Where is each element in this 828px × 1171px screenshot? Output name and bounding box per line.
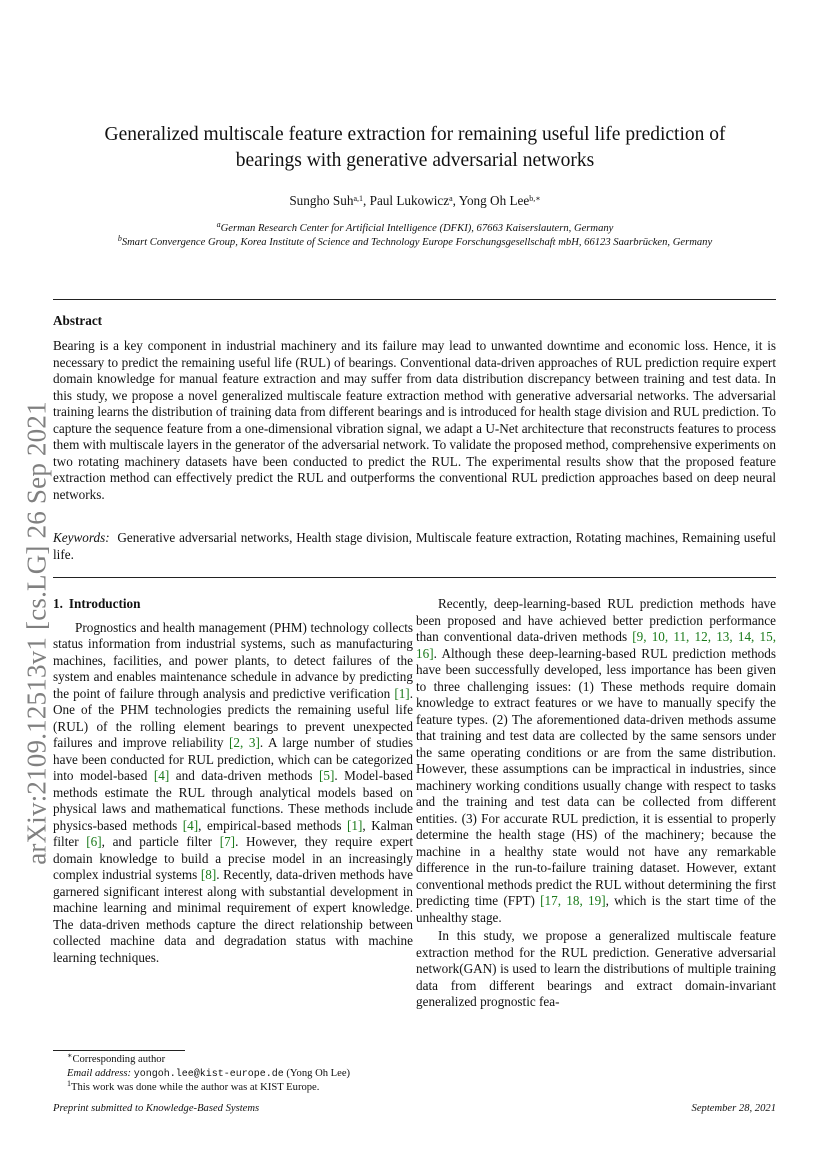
left-column [53, 596, 413, 966]
citation-link[interactable]: [4] [153, 768, 170, 783]
paragraph-text: and data-driven methods [169, 768, 319, 783]
arxiv-identifier: arXiv:2109.12513v1 [cs.LG] 26 Sep 2021 [21, 401, 52, 865]
paragraph-text: . However, they require expert domain knowledge to build a precise model in an increasingly complex industrial systems [53, 834, 413, 882]
footnote-corresponding [53, 1053, 413, 1067]
email-address-link[interactable]: yongoh.lee@kist-europe.de [133, 1068, 284, 1080]
paragraph-text: Prognostics and health management (PHM) technology collects status information from industrial systems, such as manufacturing machines, facilities, and power plants, to detect failures of the system and enables maintenance schedule in advance by predicting the point of failure through analysis and predictive verification [53, 619, 413, 701]
right-column [416, 596, 776, 1011]
affiliation-b [40, 234, 790, 248]
footnote-mark: 1 [67, 1079, 71, 1089]
section-title: Introduction [68, 596, 141, 611]
paragraph-text: . One of the PHM technologies predicts the remaining useful life (RUL) of the rolling element bearings to prevent unexpected failures and improve reliability [53, 685, 413, 750]
keywords-label: Keywords: [53, 530, 110, 545]
citation-link[interactable]: [2, 3] [229, 735, 260, 750]
paragraph-text: In this study, we propose a generalized multiscale feature extraction method for the RUL prediction. Generative adversarial network(GAN) is used to learn the distributions of multiple training data from different bearings and extract domain-invariant generalized prognostic fea- [416, 928, 776, 1009]
keywords [53, 530, 776, 563]
affiliation-text: German Research Center for Artificial Intelligence (DFKI), 67663 Kaiserslautern, Germany [220, 223, 614, 234]
footer-date: September 28, 2021 [691, 1103, 776, 1114]
title-line-2: bearings with generative adversarial networks [235, 150, 595, 171]
author-affil-mark: a,1 [353, 194, 364, 203]
citation-link[interactable]: [8] [200, 867, 217, 882]
affiliation-text: Smart Convergence Group, Korea Institute of Science and Technology Europe Forschungsgesellschaft mbH, 66123 Saarbrücken, Germany [121, 237, 713, 248]
affiliation-a [40, 220, 790, 234]
title-line-1: Generalized multiscale feature extraction for remaining useful life prediction of [104, 124, 726, 145]
abstract-text: Bearing is a key component in industrial machinery and its failure may lead to unwanted downtime and economic loss. Hence, it is necessary to predict the remaining useful life (RUL) of bearings. Conventional data-driven approaches of RUL prediction require expert domain knowledge for manual feature extraction and may suffer from data distribution discrepancy between training and test data. In this study, we propose a novel generalized multiscale feature extraction method with generative adversarial networks. The adversarial training learns the distribution of training data from different bearings and is introduced for health stage division and RUL prediction. To capture the sequence feature from a one-dimensional vibration signal, we adapt a U-Net architecture that reconstructs features to process them with multiscale layers in the generator of the adversarial network. To validate the proposed method, comprehensive experiments on two rotating machinery datasets have been conducted to predict the RUL. The experimental results show that the proposed feature extraction method can effectively predict the RUL and outperforms the conventional RUL prediction approaches based on deep neural networks. [53, 338, 776, 502]
paragraph-text: . A large number of studies have been conducted for RUL prediction, which can be categorized into model-based [53, 735, 413, 783]
footnotes [53, 1053, 413, 1095]
intro-paragraph-2 [416, 596, 776, 926]
affiliation-mark: a [216, 220, 221, 229]
email-owner: (Yong Oh Lee) [286, 1067, 351, 1079]
section-number: 1. [53, 596, 63, 611]
citation-link[interactable]: [5] [318, 768, 335, 783]
arxiv-side-stamp [22, 368, 52, 898]
author-name: Sungho Suh [289, 193, 354, 208]
author-name: Paul Lukowicz [369, 193, 450, 208]
citation-link[interactable]: [4] [182, 817, 199, 833]
citation-link[interactable]: [7] [219, 834, 236, 849]
paragraph-text: , Kalman filter [53, 817, 414, 849]
abstract-heading: Abstract [53, 313, 103, 328]
citation-link[interactable]: [6] [86, 834, 102, 849]
paragraph-text: . Recently, data-driven methods have garnered significant interest along with substantial development in machine learning and minimal requirement of expert knowledge. The data-driven methods capture the direct relationship between collected machine data and degradation status with machine learning techniques. [53, 867, 413, 965]
author-affil-mark: a [449, 194, 453, 203]
citation-link[interactable]: [17, 18, 19] [540, 893, 606, 908]
footnote-text: This work was done while the author was at KIST Europe. [71, 1082, 320, 1094]
footnote-rule [53, 1050, 185, 1051]
footnote-email [53, 1067, 413, 1082]
paragraph-text: Recently, deep-learning-based RUL prediction methods have been proposed and have achieved better prediction performance than conventional data-driven methods [416, 596, 776, 644]
author-affil-mark: b,∗ [529, 194, 541, 203]
abstract-bottom-rule [53, 577, 776, 578]
paragraph-text: , empirical-based methods [198, 817, 348, 833]
footnote-mark: ∗ [67, 1051, 73, 1060]
citation-link[interactable]: [9, 10, 11, 12, 13, 14, 15, 16] [416, 629, 776, 661]
intro-paragraph-3 [416, 928, 776, 1011]
citation-link[interactable]: [1] [394, 685, 410, 701]
keywords-text: Generative adversarial networks, Health stage division, Multiscale feature extraction, Rotating machines, Remaining useful life. [53, 530, 777, 562]
intro-paragraph-1 [53, 620, 413, 967]
paragraph-text: . Model-based methods estimate the RUL through analytical models based on physical laws and mathematical functions. These methods include physics-based methods [53, 768, 413, 833]
paragraph-text: . Although these deep-learning-based RUL prediction methods have been successfully developed, less importance has been given to three challenging issues: (1) These methods require domain knowledge to extract features or we have to manually specify the feature types. (2) The aforementioned data-driven methods assume that training and test data are collected by the same sensors under the same operating conditions or are from the same distribution. However, these assumptions can be impractical in industries, since machinery working conditions usually change with respect to tasks and the training and test data can be collected from different entities. (3) For accurate RUL prediction, it is essential to properly determine the health stage (HS) of the machinery; because the machine in a healthy state would not have any remarkable difference in the run-to-failure training dataset. However, extant conventional methods predict the RUL without determining the first predicting time (FPT) [416, 645, 776, 908]
author-list: Sungho Suh$^{a,1}$, Paul Lukowicz$^a$, Yong Oh Lee$^{b,∗}$ [289, 193, 541, 208]
affiliation-mark: b [117, 234, 122, 243]
email-label: Email address: [67, 1067, 132, 1079]
citation-link[interactable]: [1] [347, 817, 363, 833]
footnote-1 [53, 1081, 413, 1095]
paragraph-text: , which is the start time of the unhealthy stage. [416, 893, 776, 925]
footnote-text: Corresponding author [72, 1054, 166, 1065]
paper-title [60, 122, 770, 174]
paragraph-text: , and particle filter [101, 834, 220, 849]
section-heading [53, 596, 413, 613]
footer-journal: Preprint submitted to Knowledge-Based Systems [53, 1103, 260, 1114]
author-name: Yong Oh Lee [458, 193, 530, 208]
abstract-top-rule [53, 299, 776, 300]
